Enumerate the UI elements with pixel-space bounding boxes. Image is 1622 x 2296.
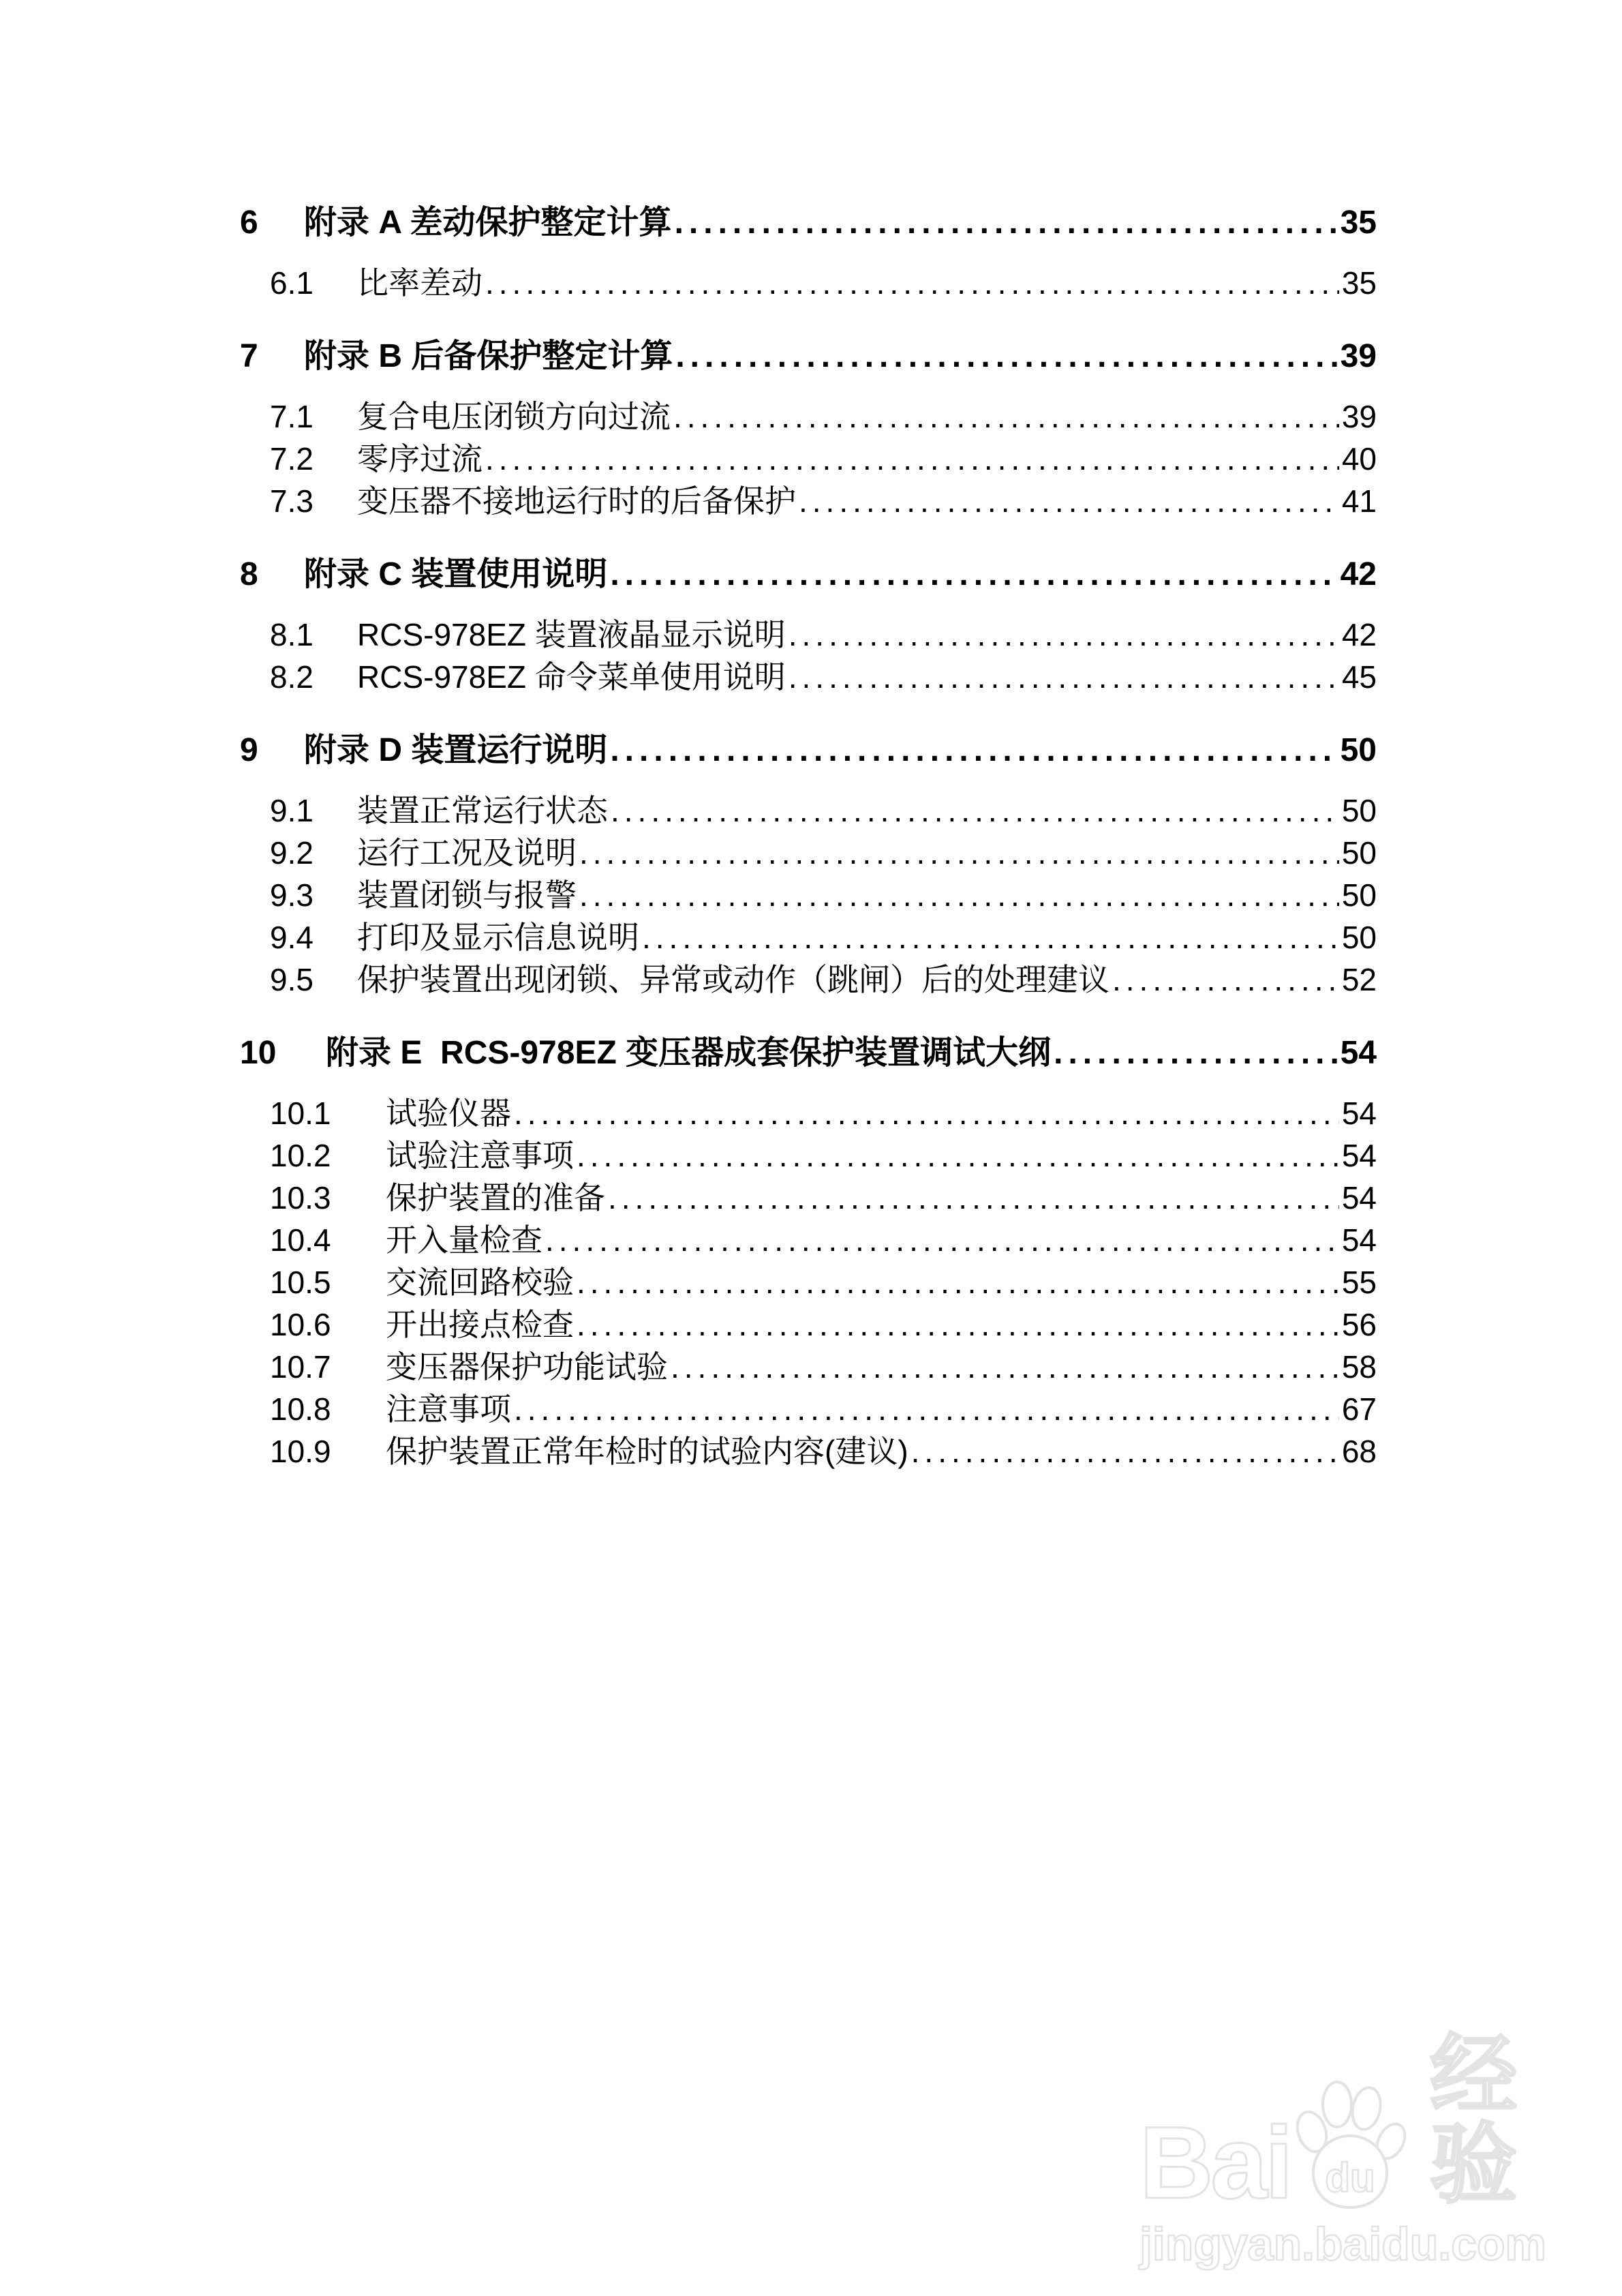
toc-entry-page: 50 (1341, 877, 1377, 913)
toc-entry-title: 变压器保护功能试验 (386, 1349, 668, 1385)
toc-entry-6 (240, 202, 1377, 244)
baidu-logo-text-du: du (1325, 2155, 1376, 2201)
toc-entry-7-1 (240, 395, 1377, 438)
toc-entry-page: 41 (1341, 483, 1377, 519)
baidu-paw-icon (1291, 2077, 1409, 2214)
toc-entry-number: 9.2 (270, 835, 313, 871)
toc-entry-10-9 (240, 1430, 1377, 1472)
toc-entry-title: 试验注意事项 (386, 1138, 574, 1173)
toc-entry-page: 50 (1340, 732, 1377, 768)
dot-leader (545, 1219, 1339, 1261)
baidu-logo-text-jingyan: 经验 (1430, 2027, 1519, 2214)
toc-entry-title: 装置正常运行状态 (357, 793, 608, 828)
toc-entry-title: 附录 D 装置运行说明 (304, 732, 608, 768)
toc-entry-title: 附录 E RCS-978EZ 变压器成套保护装置调试大纲 (326, 1035, 1052, 1071)
toc-entry-number: 9 (240, 732, 258, 768)
toc-entry-10-3 (240, 1177, 1377, 1219)
toc-entry-page: 40 (1341, 441, 1377, 477)
dot-leader (485, 262, 1339, 304)
toc-entry-9-5 (240, 958, 1377, 1001)
dot-leader (485, 438, 1339, 480)
toc-entry-page: 35 (1341, 265, 1377, 301)
dot-leader (577, 1303, 1339, 1346)
toc-entry-title: 变压器不接地运行时的后备保护 (357, 483, 796, 519)
toc-entry-number: 8 (240, 556, 258, 592)
jingyan-url-text: jingyan.baidu.com (1139, 2218, 1546, 2271)
baidu-logo-text-bai: Bai (1139, 2105, 1291, 2220)
toc-entry-7-2 (240, 438, 1377, 480)
toc-entry-10-7 (240, 1346, 1377, 1388)
toc-entry-page: 50 (1341, 835, 1377, 871)
toc-entry-number: 8.2 (270, 659, 313, 695)
toc-entry-10-4 (240, 1219, 1377, 1261)
toc-entry-page: 54 (1341, 1138, 1377, 1173)
toc-entry-page: 52 (1341, 962, 1377, 997)
toc-entry-title: 保护装置出现闭锁、异常或动作（跳闸）后的处理建议 (357, 962, 1110, 997)
toc-entry-number: 7.2 (270, 441, 313, 477)
dot-leader (610, 554, 1337, 596)
table-of-contents (240, 202, 1377, 1472)
toc-entry-6-1 (240, 262, 1377, 304)
toc-entry-page: 55 (1341, 1265, 1377, 1300)
baidu-jingyan-logo (1139, 2027, 1538, 2220)
dot-leader (1112, 958, 1339, 1001)
dot-leader (675, 202, 1338, 244)
toc-entry-page: 58 (1341, 1349, 1377, 1385)
toc-entry-page: 54 (1341, 1180, 1377, 1215)
dot-leader (675, 335, 1337, 378)
toc-entry-title: 交流回路校验 (386, 1265, 574, 1300)
toc-entry-9 (240, 729, 1377, 772)
toc-entry-number: 7 (240, 338, 258, 374)
toc-entry-title: 开出接点检查 (386, 1307, 574, 1342)
toc-entry-title: 打印及显示信息说明 (357, 920, 639, 955)
toc-entry-7 (240, 335, 1377, 378)
toc-entry-number: 10.8 (270, 1391, 331, 1427)
toc-entry-number: 10.4 (270, 1222, 331, 1258)
dot-leader (579, 874, 1339, 916)
dot-leader (579, 832, 1339, 874)
toc-entry-title: 复合电压闭锁方向过流 (357, 399, 671, 434)
toc-entry-number: 10.2 (270, 1138, 331, 1173)
toc-entry-page: 50 (1341, 793, 1377, 828)
dot-leader (789, 656, 1339, 698)
toc-entry-number: 9.1 (270, 793, 313, 828)
toc-entry-number: 10.6 (270, 1307, 331, 1342)
toc-entry-7-3 (240, 480, 1377, 522)
toc-entry-10-1 (240, 1092, 1377, 1134)
toc-entry-title: RCS-978EZ 装置液晶显示说明 (357, 617, 786, 652)
toc-entry-title: 保护装置的准备 (386, 1180, 605, 1215)
dot-leader (1054, 1032, 1337, 1074)
toc-entry-number: 6.1 (270, 265, 313, 301)
toc-entry-9-4 (240, 916, 1377, 958)
toc-entry-title: 注意事项 (386, 1391, 511, 1427)
dot-leader (799, 480, 1339, 522)
toc-entry-10-2 (240, 1134, 1377, 1177)
toc-entry-page: 54 (1341, 1222, 1377, 1258)
dot-leader (608, 1177, 1339, 1219)
toc-entry-number: 9.5 (270, 962, 313, 997)
toc-entry-9-2 (240, 832, 1377, 874)
toc-entry-number: 10 (240, 1035, 277, 1071)
toc-entry-number: 9.4 (270, 920, 313, 955)
toc-entry-number: 10.7 (270, 1349, 331, 1385)
dot-leader (514, 1388, 1339, 1430)
toc-entry-page: 67 (1341, 1391, 1377, 1427)
toc-entry-8-1 (240, 614, 1377, 656)
dot-leader (671, 1346, 1339, 1388)
toc-entry-title: 附录 B 后备保护整定计算 (304, 338, 673, 374)
toc-entry-10-6 (240, 1303, 1377, 1346)
toc-entry-number: 7.1 (270, 399, 313, 434)
toc-entry-number: 10.5 (270, 1265, 331, 1300)
toc-entry-page: 35 (1340, 205, 1377, 241)
toc-entry-title: 附录 C 装置使用说明 (304, 556, 608, 592)
dot-leader (673, 395, 1339, 438)
toc-entry-9-1 (240, 789, 1377, 832)
toc-entry-title: RCS-978EZ 命令菜单使用说明 (357, 659, 786, 695)
toc-entry-page: 39 (1341, 399, 1377, 434)
toc-entry-page: 68 (1341, 1434, 1377, 1469)
toc-entry-9-3 (240, 874, 1377, 916)
dot-leader (577, 1134, 1339, 1177)
toc-entry-page: 50 (1341, 920, 1377, 955)
baidu-jingyan-watermark (1139, 2027, 1546, 2271)
dot-leader (789, 614, 1339, 656)
toc-entry-10-5 (240, 1261, 1377, 1303)
toc-entry-title: 零序过流 (357, 441, 483, 477)
toc-entry-page: 54 (1340, 1035, 1377, 1071)
toc-entry-page: 42 (1340, 556, 1377, 592)
dot-leader (610, 729, 1337, 772)
toc-entry-number: 9.3 (270, 877, 313, 913)
toc-entry-number: 10.9 (270, 1434, 331, 1469)
toc-entry-title: 试验仪器 (386, 1096, 511, 1131)
toc-entry-title: 装置闭锁与报警 (357, 877, 577, 913)
dot-leader (611, 789, 1339, 832)
dot-leader (514, 1092, 1339, 1134)
toc-entry-title: 附录 A 差动保护整定计算 (304, 205, 672, 241)
dot-leader (577, 1261, 1339, 1303)
toc-entry-10 (240, 1032, 1377, 1074)
dot-leader (911, 1430, 1339, 1472)
toc-entry-page: 39 (1340, 338, 1377, 374)
toc-entry-title: 比率差动 (357, 265, 483, 301)
toc-entry-page: 56 (1341, 1307, 1377, 1342)
toc-entry-page: 42 (1341, 617, 1377, 652)
toc-entry-title: 保护装置正常年检时的试验内容(建议) (386, 1434, 908, 1469)
toc-entry-page: 54 (1341, 1096, 1377, 1131)
toc-entry-number: 10.3 (270, 1180, 331, 1215)
dot-leader (642, 916, 1339, 958)
toc-entry-8 (240, 554, 1377, 596)
toc-entry-number: 6 (240, 205, 258, 241)
toc-entry-10-8 (240, 1388, 1377, 1430)
toc-entry-page: 45 (1341, 659, 1377, 695)
toc-entry-title: 开入量检查 (386, 1222, 542, 1258)
toc-entry-number: 7.3 (270, 483, 313, 519)
toc-entry-number: 8.1 (270, 617, 313, 652)
toc-entry-number: 10.1 (270, 1096, 331, 1131)
toc-entry-8-2 (240, 656, 1377, 698)
toc-entry-title: 运行工况及说明 (357, 835, 577, 871)
